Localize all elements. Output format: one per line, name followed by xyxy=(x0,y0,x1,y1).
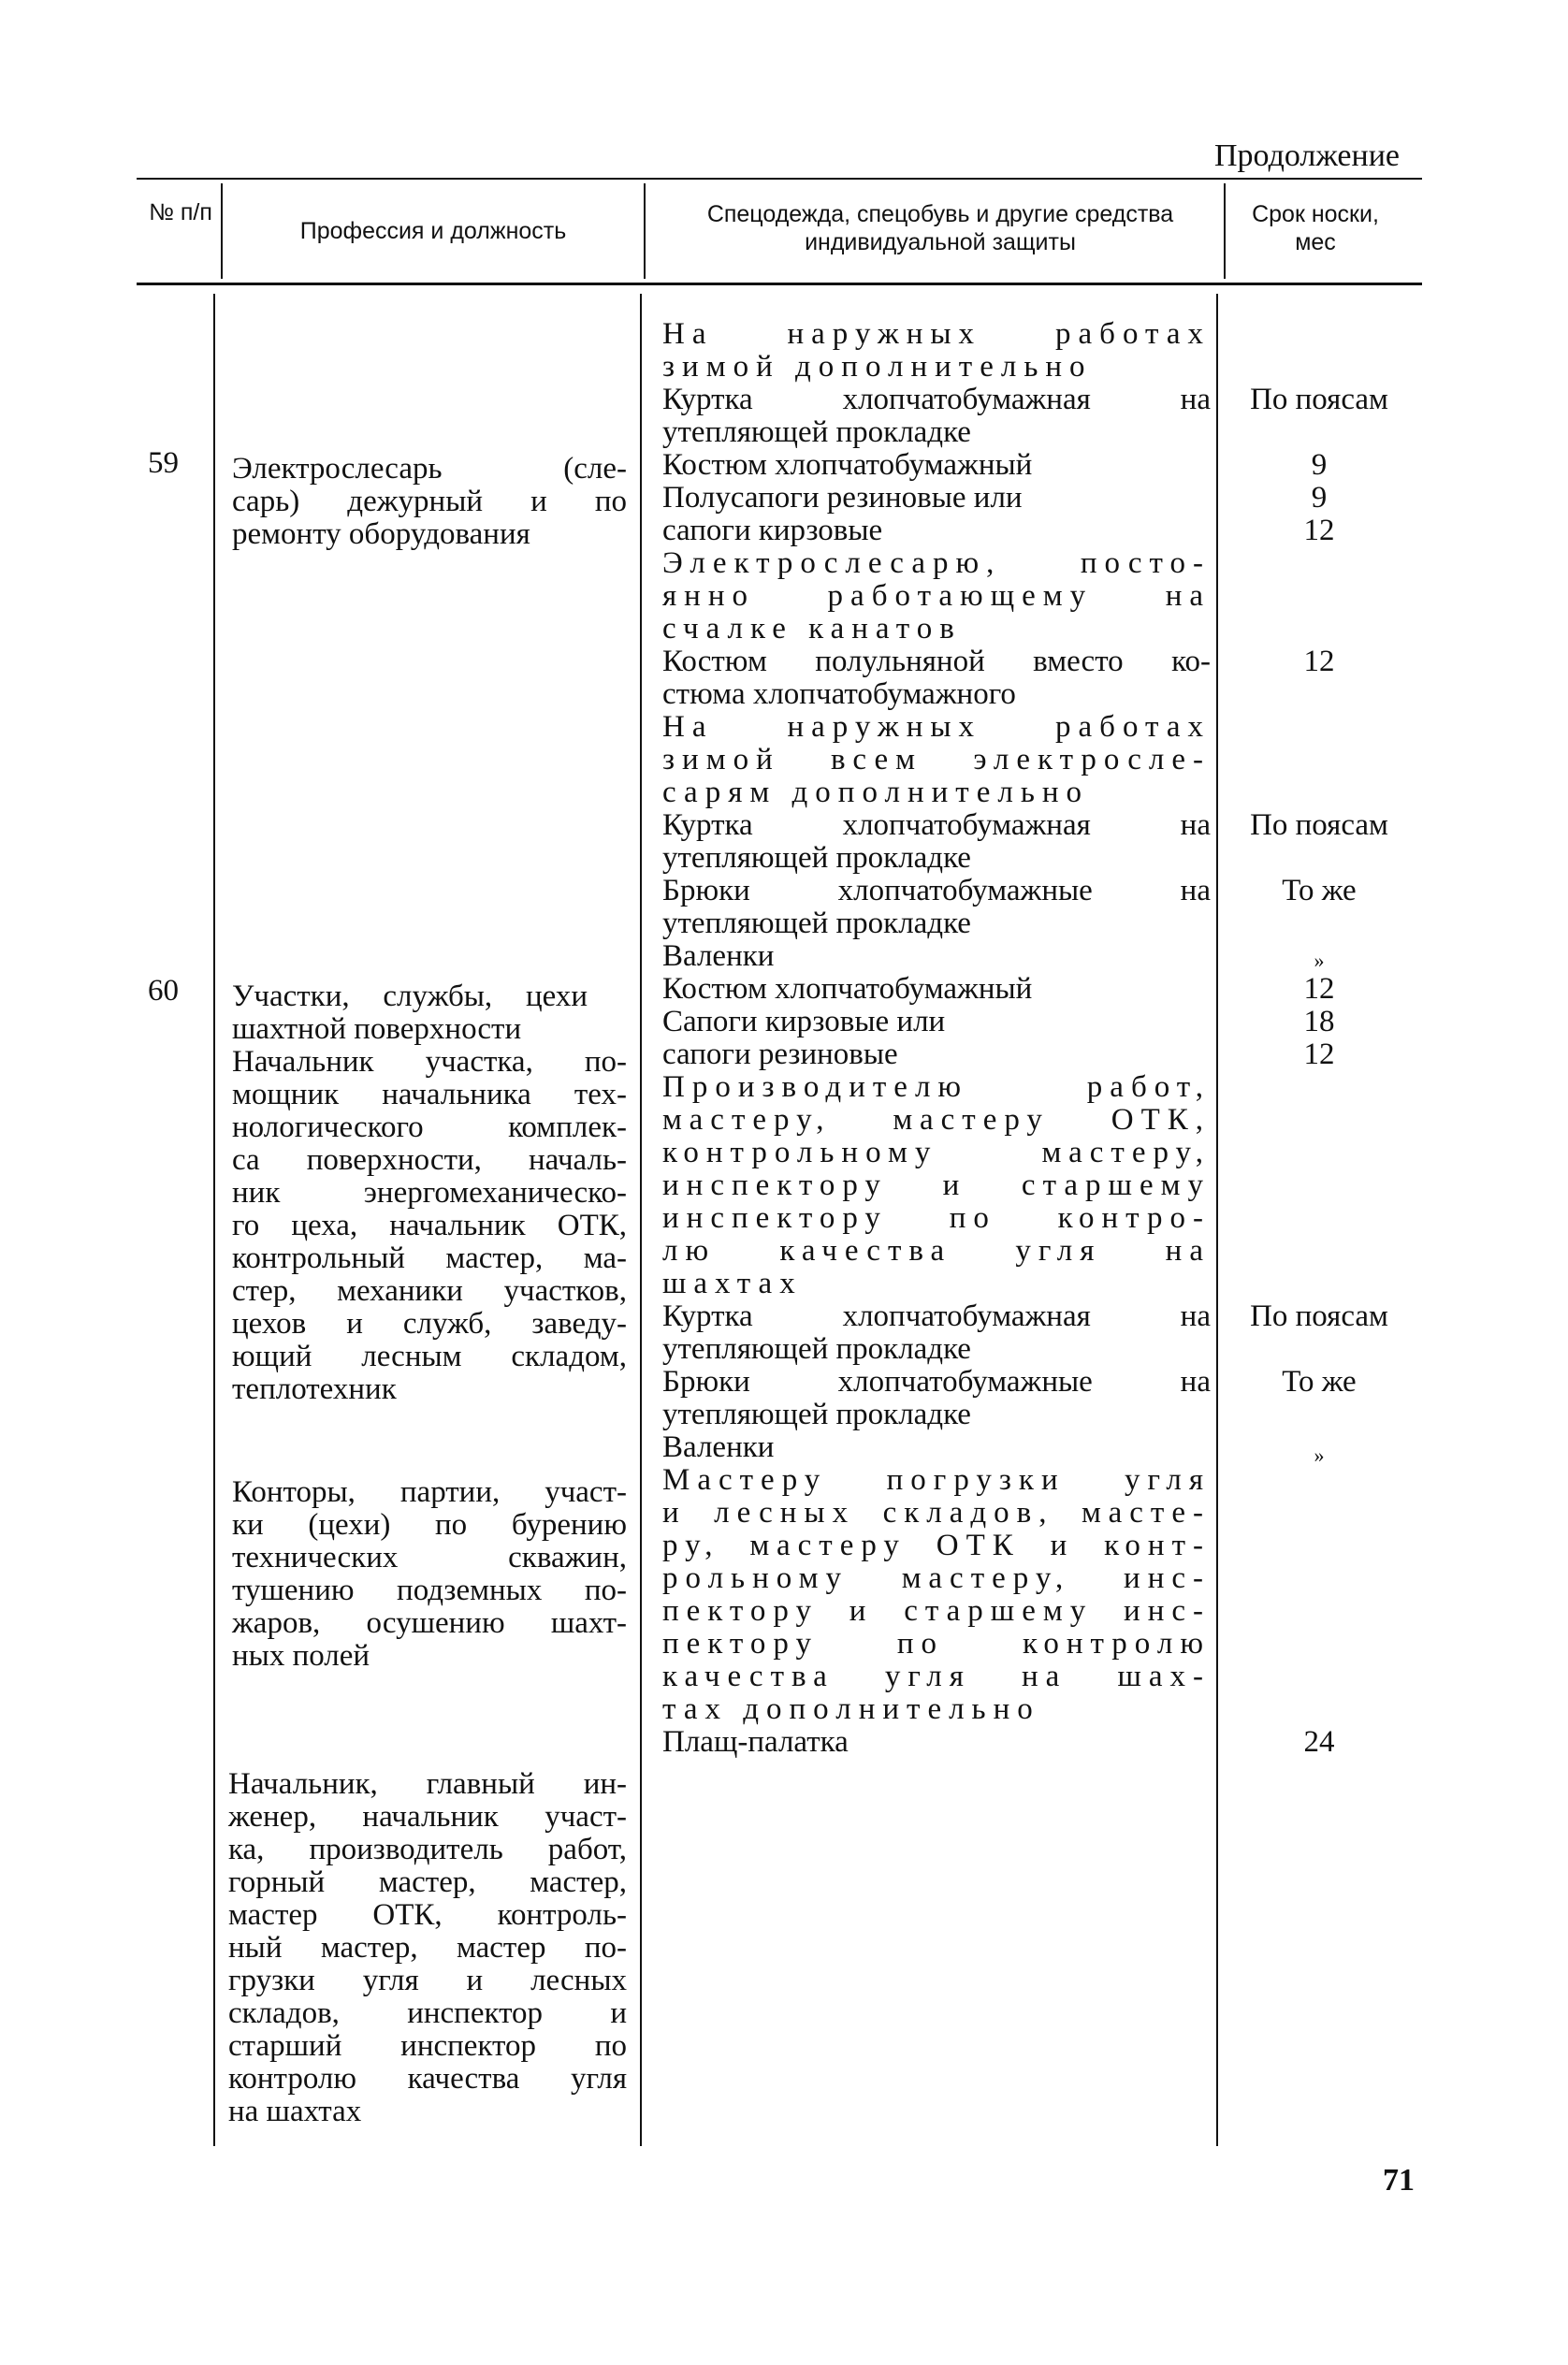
profession-line: теплотехник xyxy=(232,1372,397,1406)
equipment-line: инспектору и старшему xyxy=(662,1168,1211,1202)
equipment-line: пектору по контролю xyxy=(662,1627,1211,1661)
equipment-line: зимой всем электросле- xyxy=(662,743,1211,776)
profession-line: са поверхности, началь- xyxy=(232,1143,627,1177)
equipment-line: шахтах xyxy=(662,1267,803,1300)
profession-line: контрольный мастер, ма- xyxy=(232,1241,627,1275)
equipment-line: контрольному мастеру, xyxy=(662,1136,1211,1169)
profession-line: тушению подземных по- xyxy=(232,1574,627,1607)
equipment-line: стюма хлопчатобумажного xyxy=(662,677,1016,711)
equipment-line: и лесных складов, масте- xyxy=(662,1496,1211,1530)
continuation-label: Продолжение xyxy=(1214,138,1401,173)
body-divider-3 xyxy=(1216,294,1218,2146)
equipment-line: На наружных работах xyxy=(662,317,1211,351)
profession-line: старший инспектор по xyxy=(228,2029,627,2063)
term-value: То же xyxy=(1282,1365,1357,1399)
equipment-line: Куртка хлопчатобумажная на xyxy=(662,808,1211,842)
profession-line: Электрослесарь (сле- xyxy=(232,452,627,486)
equipment-line: Брюки хлопчатобумажные на xyxy=(662,874,1211,907)
page-number: 71 xyxy=(1383,2163,1415,2198)
table-top-rule xyxy=(137,178,1422,180)
equipment-line: лю качества угля на xyxy=(662,1234,1211,1268)
equipment-line: рольному мастеру, инс- xyxy=(662,1561,1211,1595)
equipment-line: утепляющей прокладке xyxy=(662,907,971,940)
equipment-line: сарям дополнительно xyxy=(662,776,1090,809)
profession-line: Конторы, партии, участ- xyxy=(232,1475,627,1509)
equipment-line: Мастеру погрузки угля xyxy=(662,1463,1211,1497)
equipment-line: Костюм хлопчатобумажный xyxy=(662,972,1033,1006)
equipment-line: Куртка хлопчатобумажная на xyxy=(662,1299,1211,1333)
term-value: 9 xyxy=(1311,481,1328,515)
profession-line: шахтной поверхности xyxy=(232,1012,522,1046)
equipment-line: Куртка хлопчатобумажная на xyxy=(662,383,1211,416)
equipment-line: сапоги кирзовые xyxy=(662,514,883,547)
body-divider-1 xyxy=(213,294,215,2146)
profession-line: технических скважин, xyxy=(232,1541,627,1574)
equipment-line: зимой дополнительно xyxy=(662,350,1093,384)
profession-line: горный мастер, мастер, xyxy=(228,1865,627,1899)
profession-line: мощник начальника тех- xyxy=(232,1078,627,1111)
profession-line: ник энергомеханическо- xyxy=(232,1176,627,1210)
row-number-59: 59 xyxy=(148,446,179,480)
header-equipment: Спецодежда, спецобувь и другие средства индивидуальной защиты xyxy=(706,201,1174,255)
term-value: 24 xyxy=(1303,1725,1335,1759)
profession-line: жаров, осушению шахт- xyxy=(232,1606,627,1640)
profession-line: ки (цехи) по бурению xyxy=(232,1508,627,1542)
equipment-line: Полусапоги резиновые или xyxy=(662,481,1023,515)
profession-line: на шахтах xyxy=(228,2095,362,2128)
equipment-line: счалке канатов xyxy=(662,612,962,646)
profession-line: контролю качества угля xyxy=(228,2062,627,2096)
profession-line: грузки угля и лесных xyxy=(228,1964,627,1997)
profession-line: Начальник, главный ин- xyxy=(228,1767,627,1801)
header-num: № п/п xyxy=(149,199,212,225)
equipment-line: утепляющей прокладке xyxy=(662,841,971,875)
equipment-line: ру, мастеру ОТК и конт- xyxy=(662,1529,1211,1562)
profession-line: го цеха, начальник ОТК, xyxy=(232,1209,627,1242)
profession-line: мастер ОТК, контроль- xyxy=(228,1898,627,1932)
profession-line: ных полей xyxy=(232,1639,370,1673)
term-value: 12 xyxy=(1303,972,1335,1006)
equipment-line: Производителю работ, xyxy=(662,1070,1211,1104)
equipment-line: тах дополнительно xyxy=(662,1692,1040,1726)
term-value: То же xyxy=(1282,874,1357,907)
equipment-line: янно работающему на xyxy=(662,579,1211,613)
equipment-line: На наружных работах xyxy=(662,710,1211,744)
profession-line: цехов и служб, заведу- xyxy=(232,1307,627,1341)
profession-line: женер, начальник участ- xyxy=(228,1800,627,1834)
col-divider-2 xyxy=(644,183,646,279)
equipment-line: мастеру, мастеру ОТК, xyxy=(662,1103,1211,1137)
equipment-line: утепляющей прокладке xyxy=(662,415,971,449)
term-value: » xyxy=(1314,949,1325,972)
equipment-line: Валенки xyxy=(662,1430,775,1464)
equipment-line: Валенки xyxy=(662,939,775,973)
equipment-line: Плащ-палатка xyxy=(662,1725,849,1759)
equipment-line: Электрослесарю, посто- xyxy=(662,546,1211,580)
profession-line: ка, производитель работ, xyxy=(228,1833,627,1866)
profession-line: ный мастер, мастер по- xyxy=(228,1931,627,1965)
equipment-line: качества угля на шах- xyxy=(662,1660,1211,1693)
equipment-line: пектору и старшему инс- xyxy=(662,1594,1211,1628)
equipment-line: Сапоги кирзовые или xyxy=(662,1005,946,1038)
term-value: 12 xyxy=(1303,1037,1335,1071)
profession-line: ющий лесным складом, xyxy=(232,1340,627,1373)
equipment-line: Костюм полульняной вместо ко- xyxy=(662,645,1211,678)
term-value: 12 xyxy=(1303,645,1335,678)
term-value: По поясам xyxy=(1250,383,1388,416)
col-divider-1 xyxy=(221,183,223,279)
equipment-line: утепляющей прокладке xyxy=(662,1332,971,1366)
equipment-line: сапоги резиновые xyxy=(662,1037,898,1071)
profession-line: Начальник участка, по- xyxy=(232,1045,627,1079)
term-value: По поясам xyxy=(1250,808,1388,842)
header-bottom-rule xyxy=(137,283,1422,285)
header-profession: Профессия и должность xyxy=(299,218,567,244)
body-divider-2 xyxy=(640,294,642,2146)
profession-line: складов, инспектор и xyxy=(228,1996,627,2030)
profession-line: сарь) дежурный и по xyxy=(232,485,627,518)
header-term: Срок носки, мес xyxy=(1252,201,1379,255)
equipment-line: Костюм хлопчатобумажный xyxy=(662,448,1033,482)
profession-line: ремонту оборудования xyxy=(232,517,530,551)
col-divider-3 xyxy=(1224,183,1226,279)
profession-line: стер, механики участков, xyxy=(232,1274,627,1308)
equipment-line: Брюки хлопчатобумажные на xyxy=(662,1365,1211,1399)
term-value: 12 xyxy=(1303,514,1335,547)
profession-line: Участки, службы, цехи xyxy=(232,979,588,1013)
term-value: 18 xyxy=(1303,1005,1335,1038)
profession-line: нологического комплек- xyxy=(232,1110,627,1144)
equipment-line: инспектору по контро- xyxy=(662,1201,1211,1235)
term-value: По поясам xyxy=(1250,1299,1388,1333)
term-value: 9 xyxy=(1311,448,1328,482)
row-number-60: 60 xyxy=(148,974,179,1008)
term-value: » xyxy=(1314,1444,1325,1467)
equipment-line: утепляющей прокладке xyxy=(662,1398,971,1431)
